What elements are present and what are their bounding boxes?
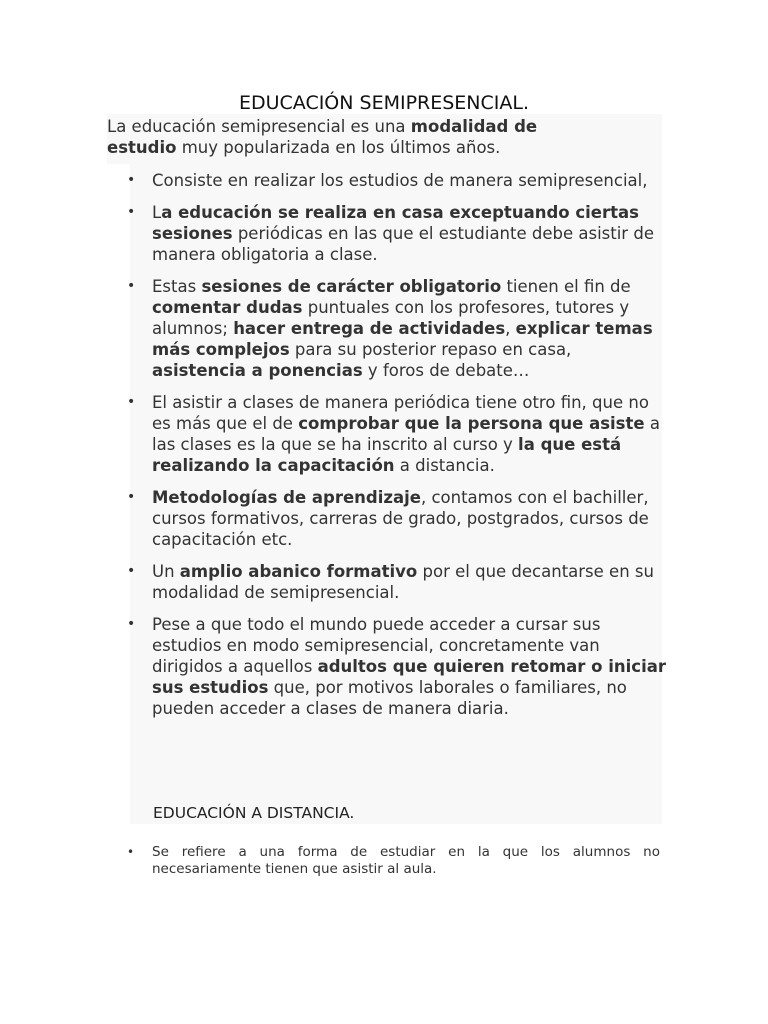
- list-item: [107, 202, 667, 265]
- bold-text: asistencia a ponencias: [152, 361, 363, 380]
- text-run: Pese a que todo el mundo puede acceder a cursar sus estudios en modo semipresencial, concretamente van dirigidos a aquellos: [152, 615, 601, 676]
- text-run: muy popularizada en los últimos años.: [176, 138, 501, 157]
- text-run: La educación semipresencial es una: [107, 117, 411, 136]
- distancia-bullet-list: [107, 844, 660, 878]
- text-run: ,: [505, 319, 516, 338]
- bold-text: adultos que quieren retomar o iniciar sus estudios: [152, 657, 667, 697]
- list-item: [107, 614, 667, 719]
- bold-text: comentar dudas: [152, 298, 303, 317]
- bold-text: sesiones de carácter obligatorio: [201, 277, 502, 296]
- bold-text: Metodologías de aprendizaje: [152, 488, 421, 507]
- list-item: [107, 170, 667, 191]
- bold-text: comprobar que la persona que asiste: [298, 414, 645, 433]
- section-title: EDUCACIÓN A DISTANCIA.: [153, 804, 355, 822]
- bold-text: amplio abanico formativo: [179, 562, 418, 581]
- bold-text: hacer entrega de actividades: [233, 319, 506, 338]
- semipresencial-bullet-list: [107, 170, 667, 730]
- text-run: que, por motivos laborales o familiares, no pueden acceder a clases de manera diaria.: [152, 678, 627, 718]
- text-run: Un: [152, 562, 180, 581]
- bold-text: explicar temas más complejos: [152, 319, 653, 359]
- text-run: periódicas en las que el estudiante debe asistir de manera obligatoria a clase.: [152, 224, 654, 264]
- text-run: El asistir a clases de manera periódica tiene otro fin, que no es más que el de: [152, 393, 649, 433]
- text-run: puntuales con los profesores, tutores y alumnos;: [152, 298, 630, 338]
- text-run: a distancia.: [394, 456, 495, 475]
- list-item: [107, 392, 667, 476]
- list-item: [107, 561, 667, 603]
- text-run: Estas: [152, 277, 202, 296]
- text-run: y foros de debate…: [362, 361, 530, 380]
- bold-text: la que está realizando la capacitación: [152, 435, 622, 475]
- page-title: EDUCACIÓN SEMIPRESENCIAL.: [238, 92, 530, 114]
- list-item: [107, 276, 667, 381]
- list-item: [107, 487, 667, 550]
- bold-text: a educación se realiza en casa exceptuando ciertas sesiones: [152, 203, 639, 243]
- list-item: • Se refiere a una forma de estudiar en la que los alumnos no necesariamente tienen que asistir al aula.: [107, 844, 660, 878]
- intro-paragraph: [107, 116, 577, 158]
- text-run: por el que decantarse en su modalidad de semipresencial.: [152, 562, 654, 602]
- bold-text: modalidad de estudio: [107, 117, 538, 157]
- text-run: tienen el fin de: [501, 277, 631, 296]
- text-run: a las clases es la que se ha inscrito al curso y: [152, 414, 660, 454]
- text-run: , contamos con el bachiller, cursos formativos, carreras de grado, postgrados, cursos de capacitación etc.: [152, 488, 649, 549]
- text-run: L: [152, 203, 162, 222]
- text-run: Consiste en realizar los estudios de manera semipresencial,: [152, 171, 648, 190]
- text-run: para su posterior repaso en casa,: [289, 340, 572, 359]
